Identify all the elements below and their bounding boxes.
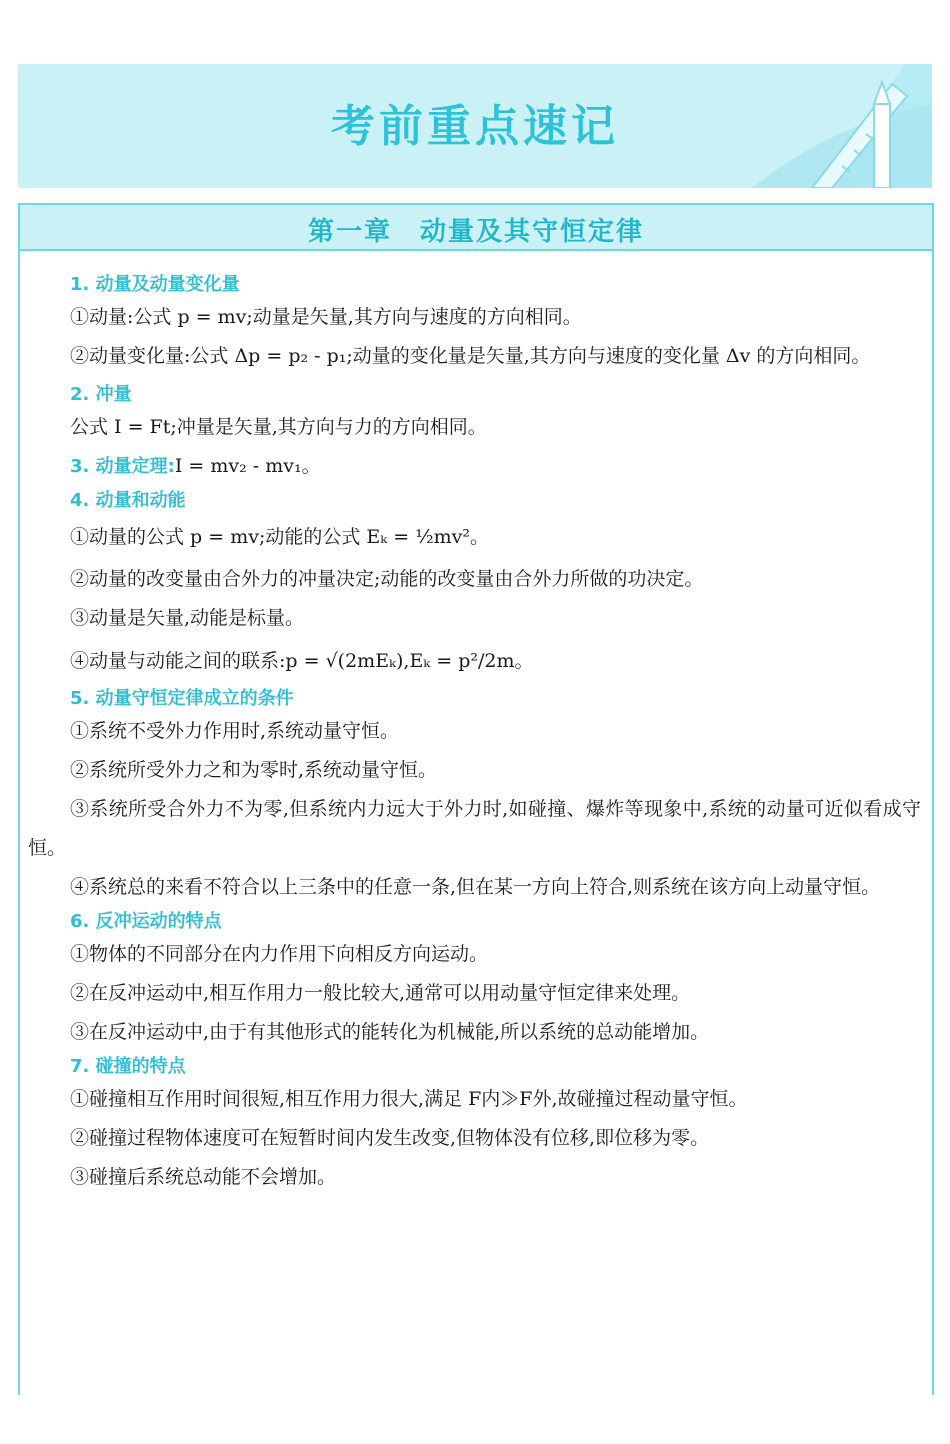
paragraph: ②系统所受外力之和为零时,系统动量守恒。: [70, 759, 438, 781]
paragraph: ④动量与动能之间的联系:p = √(2mEₖ),Eₖ = p²/2m。: [70, 650, 534, 672]
chapter-title: 第一章 动量及其守恒定律: [307, 217, 644, 247]
paragraph: ①碰撞相互作用时间很短,相互作用力很大,满足 F内≫F外,故碰撞过程动量守恒。: [70, 1088, 748, 1110]
paragraph: ②在反冲运动中,相互作用力一般比较大,通常可以用动量守恒定律来处理。: [70, 982, 691, 1004]
paragraph: ②动量变化量:公式 Δp = p₂ - p₁;动量的变化量是矢量,其方向与速度的变化量 Δv 的方向相同。: [70, 345, 871, 367]
title-banner: [18, 64, 932, 188]
paragraph: ②动量的改变量由合外力的冲量决定;动能的改变量由合外力所做的功决定。: [70, 568, 704, 590]
paragraph: ④系统总的来看不符合以上三条中的任意一条,但在某一方向上符合,则系统在该方向上动量守恒。: [70, 876, 881, 898]
section-heading: 5. 动量守恒定律成立的条件: [70, 688, 294, 709]
paragraph: ①动量:公式 p = mv;动量是矢量,其方向与速度的方向相同。: [70, 306, 582, 328]
paragraph: ①物体的不同部分在内力作用下向相反方向运动。: [70, 943, 489, 965]
section-heading: 1. 动量及动量变化量: [70, 274, 240, 295]
paragraph: ③动量是矢量,动能是标量。: [70, 607, 305, 629]
paragraph: ①动量的公式 p = mv;动能的公式 Eₖ = ½mv²。: [70, 526, 489, 548]
page-title: 考前重点速记: [331, 101, 619, 152]
chapter-bar: [20, 205, 932, 251]
section-heading: 2. 冲量: [70, 384, 132, 405]
paragraph: ③在反冲运动中,由于有其他形式的能转化为机械能,所以系统的总动能增加。: [70, 1021, 710, 1043]
paragraph: ②碰撞过程物体速度可在短暂时间内发生改变,但物体没有位移,即位移为零。: [70, 1127, 710, 1149]
section-heading: 6. 反冲运动的特点: [70, 911, 222, 932]
notes-content: [28, 268, 921, 1197]
formula: I = mv₂ - mv₁。: [174, 455, 321, 477]
paragraph: 公式 I = Ft;冲量是矢量,其方向与力的方向相同。: [70, 416, 487, 438]
section-heading: 4. 动量和动能: [70, 490, 186, 511]
section-heading: 3. 动量定理:: [70, 456, 175, 477]
paragraph: ①系统不受外力作用时,系统动量守恒。: [70, 720, 400, 742]
section-3: [28, 447, 921, 486]
paragraph: ③系统所受合外力不为零,但系统内力远大于外力时,如碰撞、爆炸等现象中,系统的动量可近似看成守恒。: [28, 798, 921, 859]
section-heading: 7. 碰撞的特点: [70, 1056, 186, 1077]
paragraph: ③碰撞后系统总动能不会增加。: [70, 1166, 337, 1188]
